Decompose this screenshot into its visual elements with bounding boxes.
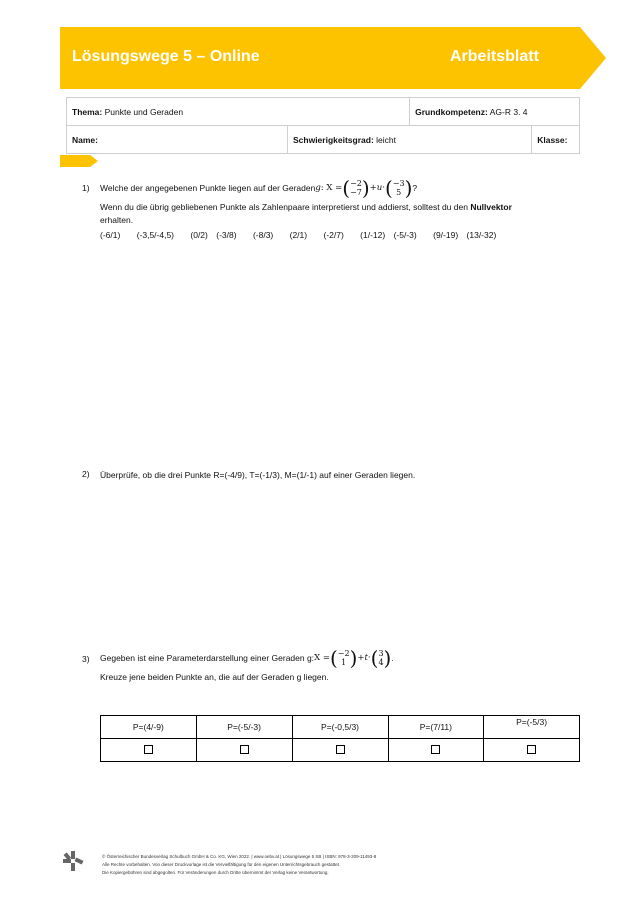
task3-vector-a: ( −2 1 ): [329, 646, 358, 670]
kompetenz-label: Grundkompetenz:: [415, 106, 488, 117]
schwierigkeit-value: leicht: [373, 134, 396, 145]
info-table: [66, 97, 580, 154]
task2-number: 2): [82, 469, 90, 479]
task1-text: Welche der angegebenen Punkte liegen auf der Geraden: [100, 182, 316, 193]
thema-value: Punkte und Geraden: [102, 106, 184, 117]
task3-x: X =: [314, 652, 330, 663]
footer: [102, 853, 522, 877]
task1-plus: +: [369, 182, 377, 193]
task3-v1-bottom: 1: [341, 658, 347, 667]
task3-dot: ·: [367, 652, 371, 663]
task1-line2-text: Wenn du die übrig gebliebenen Punkte als Zahlenpaare interpretierst und addierst, solltest du den: [100, 202, 471, 212]
point-item: (1/-12): [360, 230, 386, 240]
task3: [100, 645, 580, 684]
task3-number: 3): [82, 654, 90, 664]
point-item: (2/1): [289, 230, 308, 240]
task1-vector-a: ( −2 −7 ): [342, 176, 370, 200]
klasse-cell[interactable]: [532, 126, 580, 154]
task1-line3: erhalten.: [100, 215, 134, 225]
point-item: (-8/3): [252, 230, 274, 240]
choice-option: P=(4/-9): [101, 716, 197, 739]
banner-label: Arbeitsblatt: [450, 48, 539, 65]
checkbox[interactable]: [431, 745, 440, 754]
point-item: (9/-19): [433, 230, 459, 240]
footer-line1: © Österreichischer Bundesverlag Schulbuch GmbH & Co. KG, Wien 2022. | www.oebv.at | Lösungswege 5 SB | ISBN: 978-3-209-11493-8: [102, 854, 377, 859]
checkbox[interactable]: [336, 745, 345, 754]
task1-number: 1): [82, 183, 90, 193]
klasse-label: Klasse:: [537, 134, 568, 145]
task1-vector-b: ( −3 5 ): [384, 176, 413, 200]
thema-cell: [67, 98, 410, 126]
footer-line2: Alle Rechte vorbehalten. Von dieser Druckvorlage ist die Vervielfältigung für den eigenen Unterrichtsgebrauch gestattet.: [102, 862, 341, 867]
task1-line2: [100, 201, 580, 214]
task1-nullvektor: Nullvektor: [470, 202, 512, 212]
choice-option: P=(-5/3): [484, 716, 580, 739]
task3-v1-top: −2: [337, 649, 350, 658]
task3-v2-top: 3: [378, 649, 384, 658]
task1-v2-top: −3: [392, 179, 405, 188]
choice-table: [100, 715, 580, 762]
point-item: (-6/1): [100, 230, 121, 240]
checkbox[interactable]: [240, 745, 249, 754]
task3-text: Gegeben ist eine Parameterdarstellung einer Geraden g:: [100, 652, 315, 663]
task1-x: : X =: [320, 182, 343, 193]
choice-option: P=(7/11): [388, 716, 484, 739]
task1-u: u: [376, 182, 383, 193]
checkbox-cell: [196, 739, 292, 762]
checkbox-cell: [101, 739, 197, 762]
checkbox-cell: [484, 739, 580, 762]
header-banner: [60, 27, 606, 89]
point-item: (0/2): [190, 230, 208, 240]
yellow-tab: [60, 155, 98, 167]
task1-v1-top: −2: [350, 179, 362, 188]
kompetenz-cell: [410, 98, 580, 126]
thema-label: Thema:: [72, 106, 103, 117]
task1-points: [100, 229, 580, 242]
name-label: Name:: [72, 134, 98, 145]
task3-vector-b: ( 3 4 ): [370, 646, 392, 670]
task3-end: .: [391, 652, 394, 663]
task1: [100, 175, 580, 242]
kompetenz-value: AG-R 3. 4: [487, 106, 528, 117]
point-item: (13/-32): [466, 230, 497, 240]
task3-question: [100, 645, 580, 671]
checkbox[interactable]: [527, 745, 536, 754]
task3-t: t: [364, 652, 368, 663]
task2-text: Überprüfe, ob die drei Punkte R=(-4/9), T=(-1/3), M=(1/-1) auf einer Geraden liegen.: [100, 470, 416, 480]
footer-line3: Die Kopiergebühren sind abgegolten. Für Veränderungen durch Dritte übernimmt der Verlag keine Verantwortung.: [102, 870, 329, 875]
task1-question: [100, 175, 580, 201]
choice-checkbox-row: [101, 739, 580, 762]
point-item: (-2/7): [323, 230, 344, 240]
task1-v2-bottom: 5: [396, 188, 402, 197]
schwierigkeit-cell: [288, 126, 532, 154]
checkbox-cell: [388, 739, 484, 762]
publisher-logo-icon: [62, 850, 84, 872]
task1-g: g: [315, 182, 321, 193]
point-item: (-3/8): [216, 230, 237, 240]
name-cell[interactable]: [67, 126, 288, 154]
checkbox-cell: [292, 739, 388, 762]
task3-plus: +: [357, 652, 365, 663]
choice-header-row: [101, 716, 580, 739]
banner-title: Lösungswege 5 – Online: [72, 48, 260, 65]
point-item: (-3,5/-4,5): [136, 230, 175, 240]
checkbox[interactable]: [144, 745, 153, 754]
task1-dot: ·: [382, 182, 385, 193]
task3-line2: Kreuze jene beiden Punkte an, die auf der Geraden g liegen.: [100, 672, 329, 682]
task1-end: ?: [412, 182, 418, 193]
point-item: (-5/-3): [393, 230, 417, 240]
task1-v1-bottom: −7: [350, 188, 362, 197]
choice-option: P=(-5/-3): [196, 716, 292, 739]
choice-option: P=(-0,5/3): [292, 716, 388, 739]
task3-v2-bottom: 4: [378, 658, 384, 667]
schwierigkeit-label: Schwierigkeitsgrad:: [293, 134, 374, 145]
